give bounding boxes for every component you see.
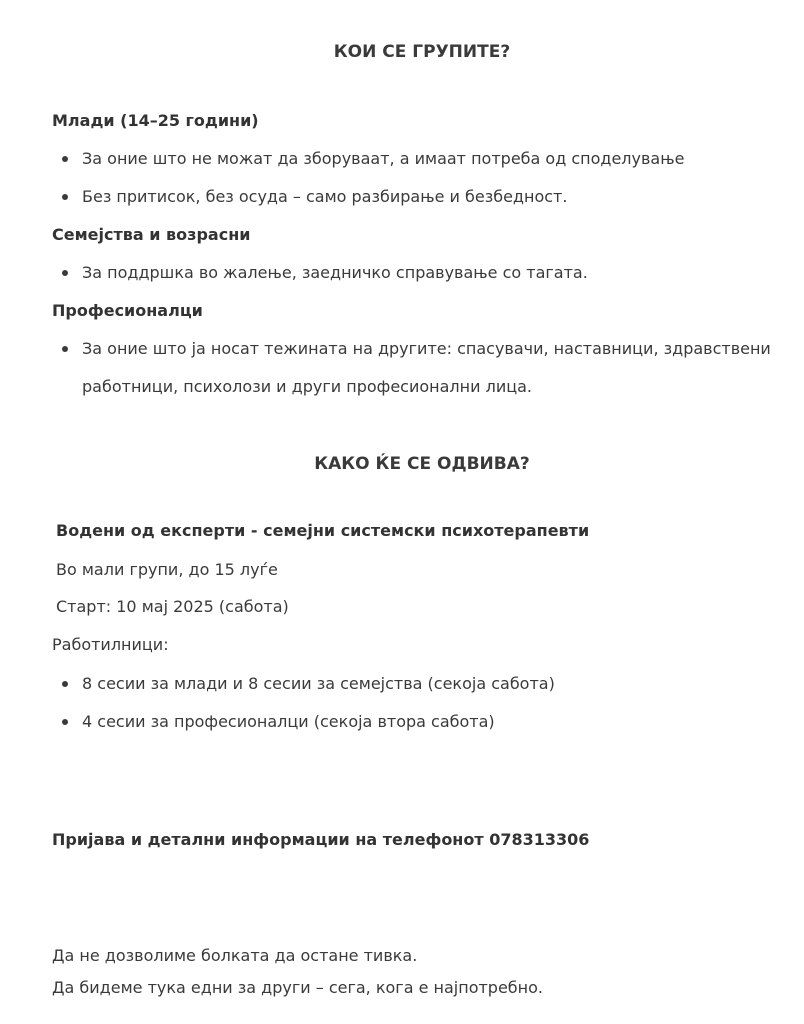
workshop-item-1: 8 сесии за млади и 8 сесии за семејства (секоја сабота)	[82, 674, 555, 693]
bullet-icon	[62, 194, 68, 200]
closing-line-1: Да не дозволиме болката да остане тивка.	[52, 946, 418, 965]
closing-line-2: Да бидеме тука едни за други – сега, кога е најпотребно.	[52, 978, 544, 997]
bullet-icon	[62, 681, 68, 687]
professionals-item-line1: За оние што ја носат тежината на другите: спасувачи, наставници, здравствени	[82, 339, 771, 358]
format-heading: КАКО ЌЕ СЕ ОДВИВА?	[314, 454, 530, 474]
led-by-text: Водени од експерти - семејни системски психотерапевти	[56, 521, 590, 540]
workshop-item-2: 4 сесии за професионалци (секоја втора сабота)	[82, 712, 495, 731]
bullet-icon	[62, 719, 68, 725]
professionals-label: Професионалци	[52, 301, 203, 320]
bullet-icon	[62, 156, 68, 162]
contact-text: Пријава и детални информации на телефонот 078313306	[52, 830, 590, 849]
bullet-icon	[62, 270, 68, 276]
families-item-1: За поддршка во жалење, заедничко справување со тагата.	[82, 263, 588, 282]
bullet-icon	[62, 346, 68, 352]
start-date-text: Старт: 10 мај 2025 (сабота)	[56, 597, 289, 616]
workshops-label: Работилници:	[52, 635, 169, 654]
group-size-text: Во мали групи, до 15 луѓе	[56, 560, 278, 579]
youth-label: Млади (14–25 години)	[52, 111, 259, 130]
families-label: Семејства и возрасни	[52, 225, 251, 244]
groups-heading: КОИ СЕ ГРУПИТЕ?	[333, 42, 511, 62]
youth-item-2: Без притисок, без осуда – само разбирање и безбедност.	[82, 187, 568, 206]
youth-item-1: За оние што не можат да зборуваат, а имаат потреба од споделување	[82, 149, 685, 168]
professionals-item-line2: работници, психолози и други професионални лица.	[82, 377, 532, 396]
